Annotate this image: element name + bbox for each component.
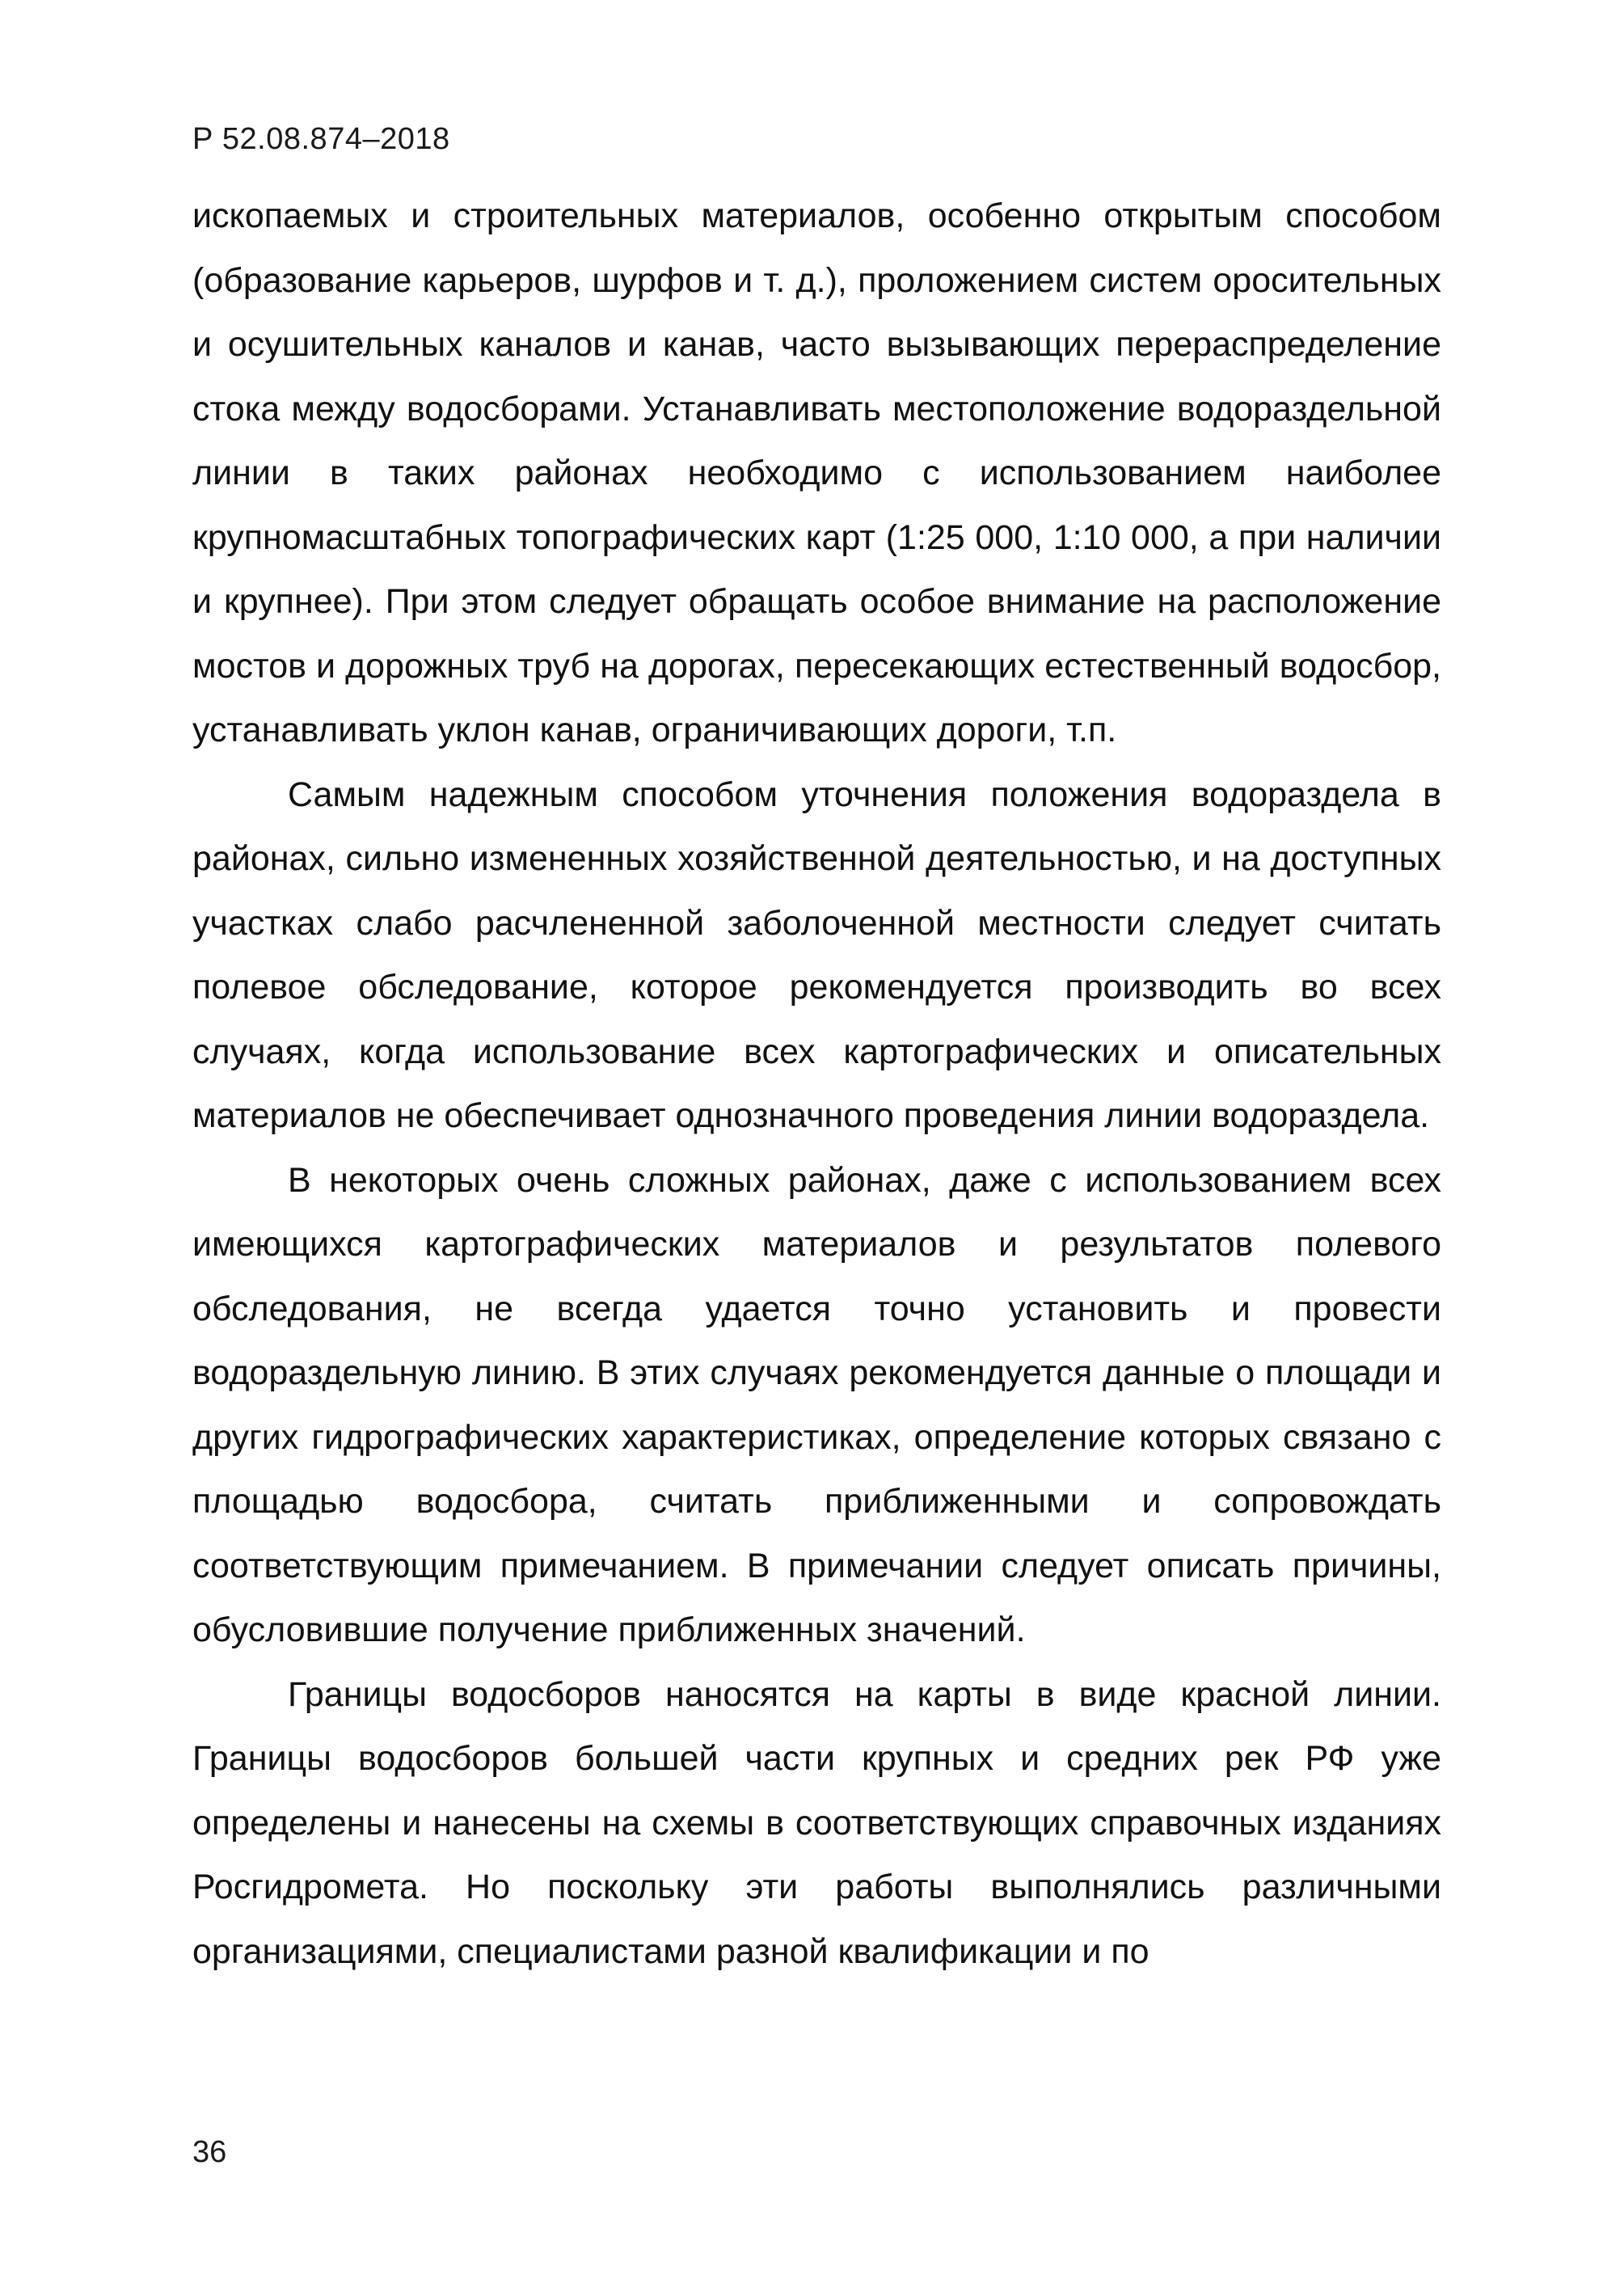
paragraph-field-survey: Самым надежным способом уточнения положения водораздела в районах, сильно измененных хозяйственной деятельностью, и на доступных участках слабо расчлененной заболоченной местности следует считать полевое обследование, которое рекомендуется производить во всех случаях, когда использование всех картографических и описательных материалов не обеспечивает однозначного проведения линии водораздела. [192,775,1441,1135]
paragraph-complex-regions: В некоторых очень сложных районах, даже с использованием всех имеющихся картографических материалов и результатов полевого обследования, не всегда удается точно установить и провести водораздельную линию. В этих случаях рекомендуется данные о площади и других гидрографических характеристиках, определение которых связано с площадью водосбора, считать приближенными и сопровождать соответствующим примечанием. В примечании следует описать причины, обусловившие получение приближенных значений. [192,1160,1441,1649]
paragraph-boundaries: Границы водосборов наносятся на карты в виде красной линии. Границы водосборов большей части крупных и средних рек РФ уже определены и нанесены на схемы в соответствующих справочных изданиях Росгидромета. Но поскольку эти работы выполнялись различными организациями, специалистами разной квалификации и по [192,1674,1441,1971]
paragraph-continuation: ископаемых и строительных материалов, особенно открытым способом (образование карьеров, шурфов и т. д.), проложением систем оросительных и осушительных каналов и канав, часто вызывающих перераспределение стока между водосборами. Устанавливать местоположение водораздельной линии в таких районах необходимо с использованием наиболее крупномасштабных топографических карт (1:25 000, 1:10 000, а при наличии и крупнее). При этом следует обращать особое внимание на расположение мостов и дорожных труб на дорогах, пересекающих естественный водосбор, устанавливать уклон канав, ограничивающих дороги, т.п. [192,196,1441,749]
page-number: 36 [192,2135,227,2169]
document-code-header: Р 52.08.874–2018 [192,122,450,156]
document-body [192,184,1441,1984]
